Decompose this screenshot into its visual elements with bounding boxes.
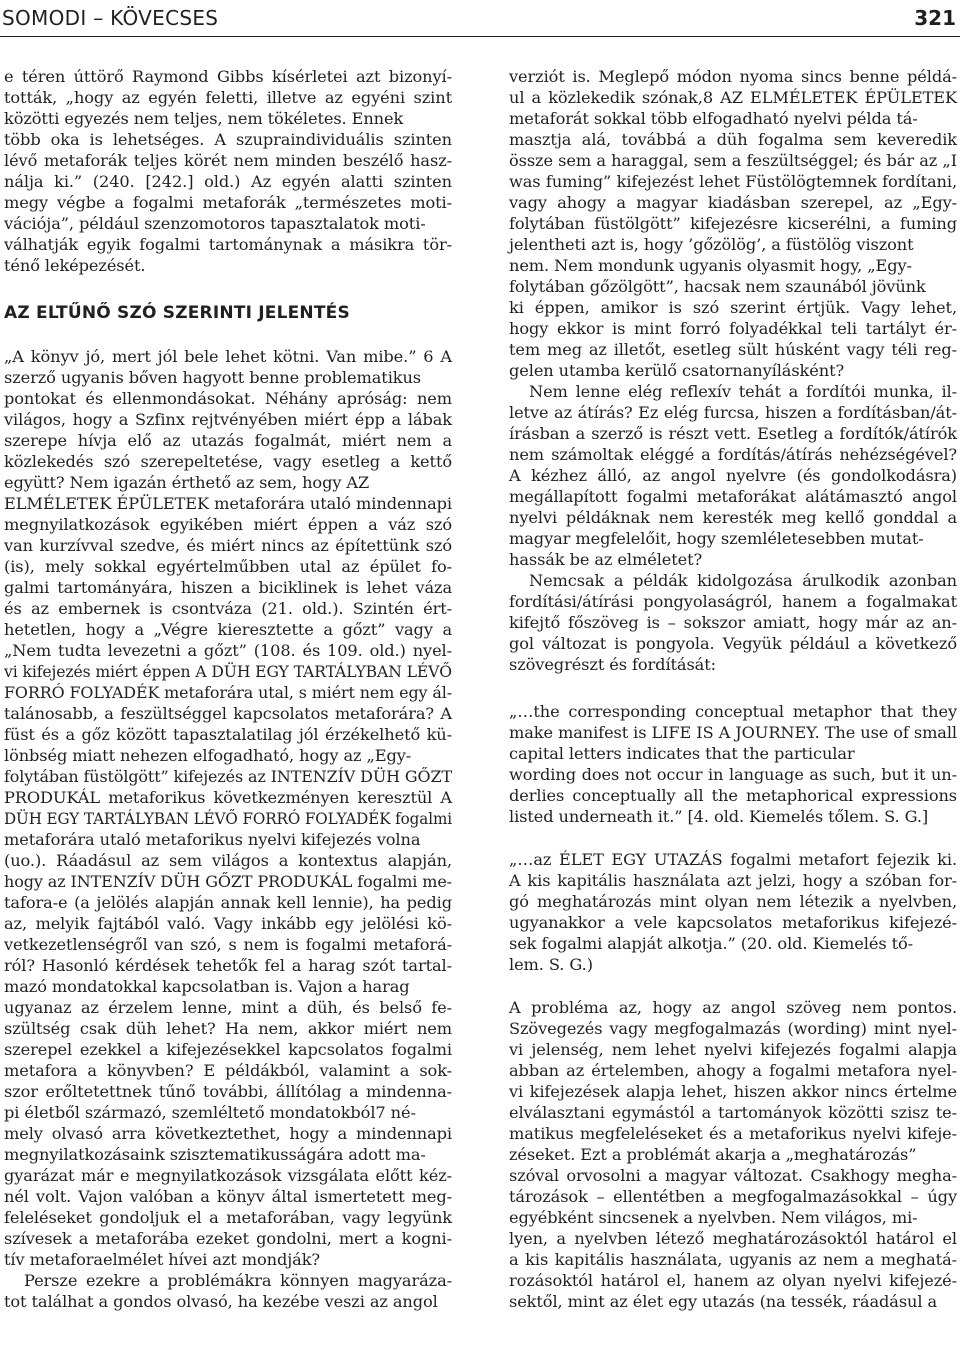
text-line: közlekedés szó szerepeltetése, vagy esetleg a kettő xyxy=(4,452,452,471)
text-line: matikus megfeleléseket és a metaforikus nyelvi kifeje- xyxy=(509,1124,957,1143)
text-line: verziót is. Meglepő módon nyoma sincs benne példá- xyxy=(509,67,957,86)
text-line: pi életből származó, szemléltető mondatokból7 né- xyxy=(4,1103,416,1122)
block-quote xyxy=(509,849,957,975)
text-line: „…the corresponding conceptual metaphor that they xyxy=(509,702,957,721)
text-line: szerepe hívja elő az utazás fogalmát, miért nem a xyxy=(4,431,452,450)
text-line: ul a közlekedik szónak,8 AZ ELMÉLETEK ÉPÜLETEK xyxy=(509,88,957,107)
text-line: folytában füstölgött” kifejezés az INTENZÍV DÜH GŐZT xyxy=(4,767,452,786)
text-line: hetetlen, hogy a „Végre kieresztette a gőzt” vagy a xyxy=(4,620,452,639)
text-line: világos, hogy a Szfinx rejtvényében miért épp a lábak xyxy=(4,410,452,429)
text-line: szor erőltetettnek tűnő további, állítólag a mindenna- xyxy=(4,1082,452,1101)
text-line: megy végbe a fogalmi metaforák „természetes moti- xyxy=(4,193,452,212)
text-line: masztja alá, továbbá a düh fogalma sem keveredik xyxy=(509,130,957,149)
text-line: pontokat és ellenmondásokat. Néhány apróság: nem xyxy=(4,389,452,408)
text-line: A probléma az, hogy az angol szöveg nem pontos. xyxy=(509,998,957,1017)
text-line: kifejtő főszöveg is – sokszor amiatt, hogy már az an- xyxy=(509,613,957,632)
text-line: tározások – ellentétben a megfogalmazásokkal – úgy xyxy=(509,1187,957,1206)
text-line: DÜH EGY TARTÁLYBAN LÉVŐ FORRÓ FOLYADÉK fogalmi xyxy=(4,809,452,828)
text-line: wording does not occur in language as such, but it un- xyxy=(509,765,957,784)
text-line: mely olvasó arra következtethet, hogy a mindennapi xyxy=(4,1124,452,1143)
text-line: megállapított fogalmi metaforákat alátámasztó angol xyxy=(509,487,957,506)
text-line: együtt? Nem igazán érthető az sem, hogy AZ xyxy=(4,473,370,492)
left-column xyxy=(4,66,452,1312)
text-line: metaforát sokkal több elfogadható nyelvi példa tá- xyxy=(509,109,918,128)
text-line: tív metaforaelmélet hívei azt mondják? xyxy=(4,1250,320,1269)
text-line: lyen, a nyelvben létező meghatározásoktól határol el xyxy=(509,1229,957,1248)
section-heading: AZ ELTŰNŐ SZÓ SZERINTI JELENTÉS xyxy=(4,303,350,323)
text-line: nálja ki.” (240. [242.] old.) Az egyén alatti szinten xyxy=(4,172,452,191)
text-line: FORRÓ FOLYADÉK metaforára utal, s miért nem egy ál- xyxy=(4,683,452,702)
text-line: vációja”, például szenzomotoros tapasztalatok moti- xyxy=(4,214,426,233)
text-line: gyarázat már e megnyilatkozások vizsgálata előtt kéz- xyxy=(4,1166,452,1185)
text-line: ugyanakkor a vele kapcsolatos metaforikus kifejezé- xyxy=(509,913,957,932)
text-line: (uo.). Ráadásul az sem világos a kontextus alapján, xyxy=(4,851,452,870)
text-line: „Nem tudta levezetni a gőzt” (108. és 109. old.) nyel- xyxy=(4,641,452,660)
text-line: a kis kapitális használata, ugyanis az nem a meghatá- xyxy=(509,1250,957,1269)
text-line: magyar megfelelőit, hogy szemléletesebben mutat- xyxy=(509,529,924,548)
text-line: szerepel ezekkel a kifejezésekkel kapcsolatos fogalmi xyxy=(4,1040,452,1059)
text-line: metaforára utaló metaforikus nyelvi kifejezés volna xyxy=(4,830,421,849)
text-line: zéseket. Ezt a problémát akarja a „meghatározás” xyxy=(509,1145,917,1164)
text-line: nem számoltak eléggé a fordítás/átírás nehézségével? xyxy=(509,445,957,464)
text-line: fordítási/átírási pongyolaságról, hanem a fogalmakat xyxy=(509,592,957,611)
text-line: galmi tartományára, hiszen a biciklinek is lehet váza xyxy=(4,578,452,597)
text-line: gó meghatározás mint olyan nem létezik a nyelvben, xyxy=(509,892,957,911)
text-line: szövegrészt és fordítását: xyxy=(509,655,716,674)
running-title: SOMODI – KÖVECSES xyxy=(2,6,219,30)
text-line: vi kifejezés miért éppen A DÜH EGY TARTÁLYBAN LÉVŐ xyxy=(4,662,452,681)
text-line: listed underneath it.” [4. old. Kiemelés tőlem. S. G.] xyxy=(509,807,929,826)
running-header xyxy=(0,0,960,37)
text-line: gol változat is pongyola. Vegyük például a következő xyxy=(509,634,957,653)
text-line: nyelvi példáknak nem keresték meg kellő gonddal a xyxy=(509,508,957,527)
text-line: letve az átírás? Ez elég furcsa, hiszen a fordításban/át- xyxy=(509,403,957,422)
text-line: abban az értelemben, ahogy a fogalmi metafora nyel- xyxy=(509,1061,957,1080)
text-line: mazó mondatokkal kapcsolatban is. Vajon a harag xyxy=(4,977,410,996)
text-line: vetkezetlenségről van szó, s nem is fogalmi metaforá- xyxy=(4,935,452,954)
paragraph xyxy=(509,997,957,1312)
text-line: was fuming” kifejezést lehet Füstölögtemnek fordítani, xyxy=(509,172,957,191)
right-column xyxy=(509,66,957,1312)
text-line: ELMÉLETEK ÉPÜLETEK metaforára utaló mindennapi xyxy=(4,494,452,513)
text-line: szóval orvosolni a magyar változat. Csakhogy megha- xyxy=(509,1166,957,1185)
paragraph xyxy=(4,66,452,276)
text-line: írásban a szerző is részt vett. Esetleg a fordítók/átírók xyxy=(509,424,957,443)
text-line: PRODUKÁL metaforikus következményen keresztül A xyxy=(4,788,452,807)
text-line: több oka is lehetséges. A szupraindividuális szinten xyxy=(4,130,452,149)
text-line: talánosabb, a feszültséggel kapcsolatos metaforára? A xyxy=(4,704,452,723)
text-line: tották, „hogy az egyén feletti, illetve az egyéni szint xyxy=(4,88,452,107)
text-line: lem. S. G.) xyxy=(509,955,593,974)
text-line: derlies conceptually all the metaphorical expressions xyxy=(509,786,957,805)
text-line: egyébként sincsenek a nyelvben. Nem világos, mi- xyxy=(509,1208,918,1227)
text-line: vi jelenség, nem lehet nyelvi kifejezés fogalmi alapja xyxy=(509,1040,957,1059)
text-line: lönbség miatt nehezen elfogadható, hogy az „Egy- xyxy=(4,746,412,765)
text-line: ról? Hasonló kérdések tehetők fel a harag szót tartal- xyxy=(4,956,452,975)
text-line: folytában füstölgött” kifejezésre kicserélni, a fuming xyxy=(509,214,957,233)
page-number: 321 xyxy=(914,6,956,30)
text-line: e téren úttörő Raymond Gibbs kísérletei azt bizonyí- xyxy=(4,67,452,86)
text-line: vagy ahogy a magyar kiadásban szerepel, az „Egy- xyxy=(509,193,957,212)
text-line: tafora-e (a jelölés alapján annak kell lennie), ha pedig xyxy=(4,893,452,912)
text-line: az, melyik fajtából való. Vagy inkább egy jelölési kö- xyxy=(4,914,452,933)
block-quote xyxy=(509,701,957,827)
text-line: megnyilatkozásaink szisztematikusságára adott ma- xyxy=(4,1145,426,1164)
text-line: Szövegezés vagy megfogalmazás (wording) mint nyel- xyxy=(509,1019,957,1038)
paragraph xyxy=(509,381,957,570)
text-line: szültség csak düh lehet? Ha nem, akkor miért nem xyxy=(4,1019,452,1038)
text-line: tem meg az illetőt, esetleg sült húsként vagy téli reg- xyxy=(509,340,957,359)
text-line: feleléseket gondoljuk el a metaforában, vagy legyünk xyxy=(4,1208,452,1227)
text-line: és az embernek is csontváza (21. old.). Szintén ért- xyxy=(4,599,452,618)
paragraph xyxy=(4,1270,452,1312)
text-line: nél volt. Vajon valóban a könyv által ismertetett meg- xyxy=(4,1187,452,1206)
text-line: szerző ugyanis bőven hagyott benne problematikus xyxy=(4,368,422,387)
text-line: füst és a gőz között tapasztalatilag jól érzékelhető kü- xyxy=(4,725,452,744)
text-line: nem. Nem mondunk ugyanis olyasmit hogy, „Egy- xyxy=(509,256,912,275)
text-line: „A könyv jó, mert jól bele lehet kötni. Van mibe.” 6 A xyxy=(4,347,452,366)
text-line: tot találhat a gondos olvasó, ha kezébe veszi az angol xyxy=(4,1292,438,1311)
text-line: make manifest is LIFE IS A JOURNEY. The use of small xyxy=(509,723,957,742)
text-line: közötti egyezés nem teljes, nem tökéletes. Ennek xyxy=(4,109,404,128)
text-line: össze sem a haraggal, sem a feszültséggel; és bár az „I xyxy=(509,151,957,170)
text-line: Persze ezekre a problémákra könnyen magyaráza- xyxy=(24,1271,452,1290)
text-line: jelentheti azt is, hogy ’gőzölög’, a füstölög viszont xyxy=(509,235,914,254)
text-line: sektől, mint az élet egy utazás (na tessék, ráadásul a xyxy=(509,1292,938,1311)
text-line: (is), mely sokkal egyértelműbben utal az épület fo- xyxy=(4,557,452,576)
text-line: válhatják egyik fogalmi tartománynak a másikra tör- xyxy=(4,235,452,254)
text-line: ténő leképezését. xyxy=(4,256,146,275)
text-line: lévő metaforák teljes körét nem minden beszélő hasz- xyxy=(4,151,452,170)
text-line: megnyilatkozások egyikében miért éppen a váz szó xyxy=(4,515,452,534)
text-line: vi kifejezések alapja lehet, hiszen akkor nincs értelme xyxy=(509,1082,957,1101)
text-line: A kézhez álló, az angol nyelvre (és gondolkodásra) xyxy=(509,466,957,485)
text-line: hogy az INTENZÍV DÜH GŐZT PRODUKÁL fogalmi me- xyxy=(4,872,452,891)
text-line: szívesek a metaforába ezeket gondolni, mert a kogni- xyxy=(4,1229,452,1248)
text-line: Nemcsak a példák kidolgozása árulkodik azonban xyxy=(529,571,957,590)
text-line: capital letters indicates that the particular xyxy=(509,744,855,763)
text-line: hassák be az elméletet? xyxy=(509,550,703,569)
paragraph xyxy=(509,570,957,675)
text-line: elválasztani egymástól a tartományok közötti szisz te- xyxy=(509,1103,957,1122)
text-line: „…az ÉLET EGY UTAZÁS fogalmi metafort fejezik ki. xyxy=(509,850,957,869)
text-line: ugyanaz az érzelem lenne, mint a düh, és belső fe- xyxy=(4,998,452,1017)
text-line: sek fogalmi alapját alkotja.” (20. old. Kiemelés tő- xyxy=(509,934,914,953)
text-line: Nem lenne elég reflexív tehát a fordítói munka, il- xyxy=(529,382,957,401)
text-line: gelen utamba kerülő csatornanyílásként? xyxy=(509,361,845,380)
text-line: ki éppen, amikor is szó szerint értjük. Vagy lehet, xyxy=(509,298,957,317)
text-line: folytában gőzölgött”, hacsak nem szaunából jövünk xyxy=(509,277,926,296)
paragraph xyxy=(509,66,957,381)
text-line: rozásoktól határol el, hanem az olyan nyelvi kifejezé- xyxy=(509,1271,957,1290)
paragraph xyxy=(4,346,452,1270)
text-line: metafora a könyvben? E példákból, valamint a sok- xyxy=(4,1061,452,1080)
text-line: hogy ekkor is mint forró folyadékkal teli tartályt ér- xyxy=(509,319,957,338)
text-line: A kis kapitális használata azt jelzi, hogy a szóban for- xyxy=(509,871,957,890)
text-line: van kurzívval szedve, és miért nincs az építettünk szó xyxy=(4,536,452,555)
